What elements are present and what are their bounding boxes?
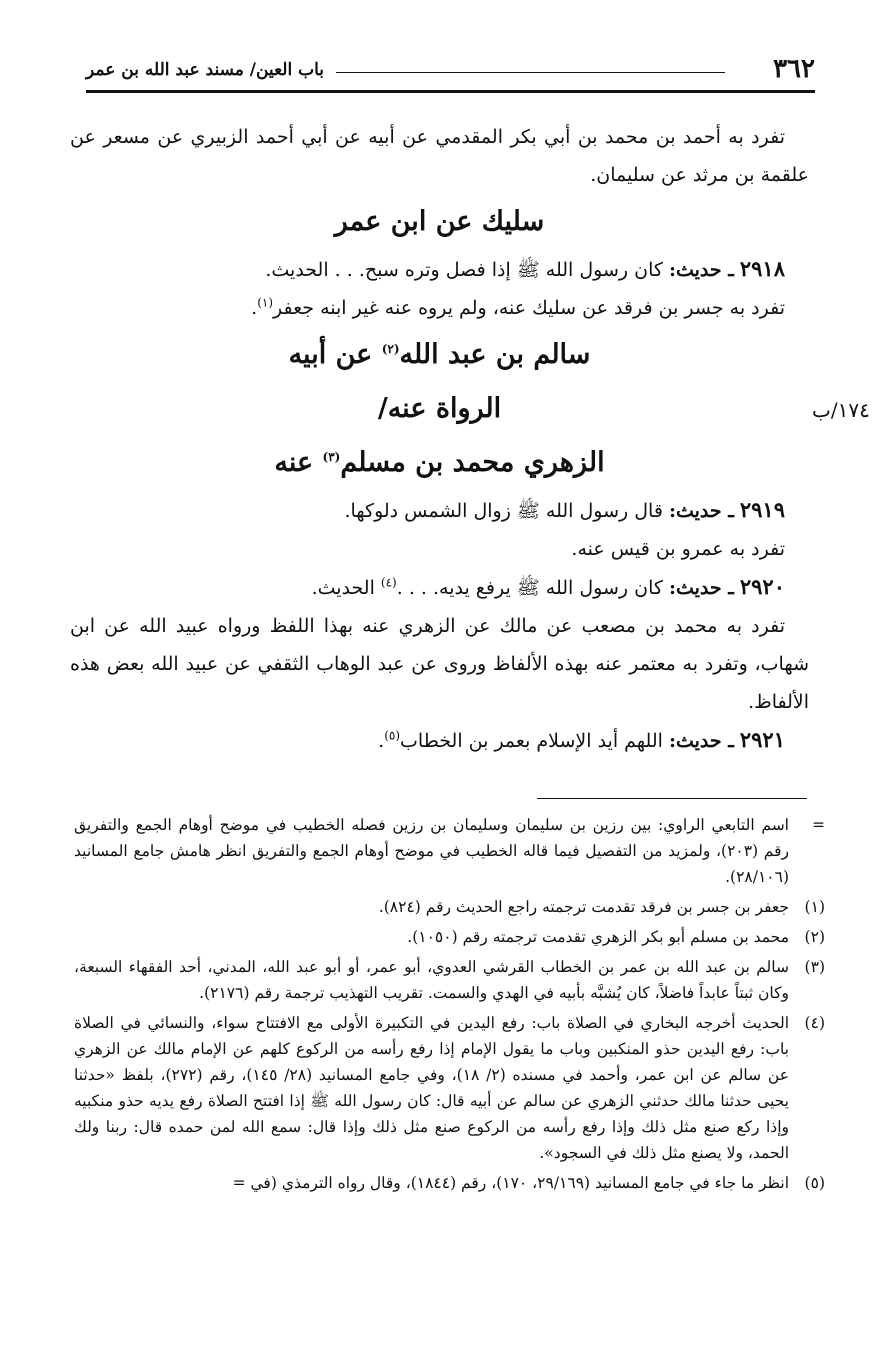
note-end: . (251, 297, 258, 319)
hadith-number: ٢٩٢٠ (739, 574, 785, 599)
heading-text: الزهري محمد بن مسلم (340, 447, 605, 478)
footnote-3 (74, 954, 825, 1006)
footnote-mark: (٣) (804, 958, 825, 976)
footnote-ref-5: (٥) (384, 728, 401, 743)
hadith-label: ـ حديث: (668, 500, 734, 522)
hadith-text: اللهم أيد الإسلام بعمر بن الخطاب (400, 730, 663, 752)
note-text: تفرد به جسر بن فرقد عن سليك عنه، ولم يروه عنه غير ابنه جعفر (273, 297, 785, 319)
footnote-text: سالم بن عبد الله بن عمر بن الخطاب القرشي العدوي، أبو عمر، أو أبو عبد الله، المدني، أحد الفقهاء السبعة، وكان ثبتاً عابداً فاضلاً، كان يُشبَّه بأبيه في الهدي والسمت. تقريب التهذيب ترجمة رقم (٢١٧٦). (74, 958, 789, 1002)
hadith-2918 (70, 250, 809, 289)
footnote-ref-2: (٢) (381, 342, 400, 356)
running-title: باب العين/ مسند عبد الله بن عمر (86, 60, 324, 80)
hadith-text: كان رسول الله ﷺ يرفع يديه. . . . (396, 577, 663, 599)
hadith-text: قال رسول الله ﷺ زوال الشمس دلوكها. (344, 500, 663, 522)
section-heading-sulayk: سليك عن ابن عمر (334, 206, 545, 237)
hadith-number: ٢٩٢١ (739, 727, 785, 752)
hadith-2920 (70, 568, 809, 607)
heading-text: عن أبيه (288, 339, 373, 370)
footnote-continued (74, 812, 825, 890)
footnote-text: اسم التابعي الراوي: بين رزين بن سليمان وسليمان بن رزين فصله الخطيب في موضح أوهام الجمع والتفريق رقم (٢٠٣)، ولمزيد من التفصيل فيما قاله الخطيب في موضح أوهام الجمع والتفريق انظر هامش جامع المسانيد (٢٨/١٠٦). (74, 816, 790, 886)
hadith-2921 (70, 721, 809, 760)
hadith-2919 (70, 491, 809, 530)
footnote-4 (74, 1010, 825, 1166)
footnote-ref-1: (١) (257, 295, 274, 310)
hadith-end: . (378, 730, 385, 752)
margin-folio-note: ١٧٤/ب (812, 398, 870, 422)
page-header (86, 52, 815, 92)
hadith-2918-note (70, 289, 809, 327)
hadith-2920-note: تفرد به محمد بن مصعب عن مالك عن الزهري عنه بهذا اللفظ ورواه عبيد الله عن ابن شهاب، وتفرد به معتمر عنه بهذه الألفاظ وروى عن عبد الوهاب الثقفي عن عبيد الله بعض هذه الألفاظ. (70, 615, 809, 713)
main-text (70, 118, 809, 760)
page-number: ٣٦٢ (773, 54, 815, 84)
hadith-text: كان رسول الله ﷺ إذا فصل وتره سبح. . . الحديث. (265, 259, 663, 281)
hadith-label: ـ حديث: (668, 730, 734, 752)
footnote-continuation-mark: = (232, 1174, 246, 1192)
footnote-mark: (٥) (804, 1174, 825, 1192)
footnote-mark: (٢) (804, 928, 825, 946)
hadith-number: ٢٩١٩ (739, 497, 785, 522)
footnote-2 (74, 924, 825, 950)
hadith-2919-note: تفرد به عمرو بن قيس عنه. (571, 538, 785, 560)
header-rule (86, 90, 815, 93)
heading-text: عنه (274, 447, 314, 478)
section-heading-narrators: الرواة عنه/ (377, 393, 502, 424)
footnote-mark: = (812, 816, 825, 834)
footnote-ref-3: (٣) (322, 450, 341, 464)
footnote-mark: (١) (804, 898, 825, 916)
footnote-text: انظر ما جاء في جامع المسانيد (٢٩/١٦٩، ١٧٠)، رقم (١٨٤٤)، وقال رواه الترمذي (في (250, 1174, 789, 1192)
hadith-text-end: الحديث. (311, 577, 375, 599)
hadith-number: ٢٩١٨ (739, 256, 785, 281)
footnote-mark: (٤) (804, 1014, 825, 1032)
heading-text: سالم بن عبد الله (399, 339, 591, 370)
footnote-5 (74, 1170, 825, 1196)
hadith-label: ـ حديث: (668, 259, 734, 281)
intro-paragraph: تفرد به أحمد بن محمد بن أبي بكر المقدمي عن أبيه عن أبي أحمد الزبيري عن مسعر عن علقمة بن مرثد عن سليمان. (70, 126, 809, 186)
header-thin-rule (336, 72, 725, 73)
section-heading-zuhri (70, 437, 809, 489)
footnote-1 (74, 894, 825, 920)
footnote-separator (537, 798, 807, 799)
footnotes (74, 812, 825, 1200)
hadith-label: ـ حديث: (668, 577, 734, 599)
footnote-ref-4: (٤) (380, 575, 397, 590)
footnote-text: محمد بن مسلم أبو بكر الزهري تقدمت ترجمته رقم (١٠٥٠). (407, 928, 789, 946)
section-heading-salim (70, 329, 809, 381)
footnote-text: الحديث أخرجه البخاري في الصلاة باب: رفع اليدين في التكبيرة الأولى مع الافتتاح سواء، والنسائي في الصلاة باب: رفع اليدين حذو المنكبين وباب ما يقول الإمام إذا رفع رأسه من الركوع كلهم عن الإمام مالك عن الزهري عن سالم عن ابن عمر، وأحمد في مسنده (٢/ ١٨)، وفي جامع المسانيد (٢٨/ ١٤٥)، رقم (٢٧٢)، بلفظ «حدثنا يحيى حدثنا مالك حدثني الزهري عن سالم عن أبيه قال: كان رسول الله ﷺ إذا افتتح الصلاة رفع يديه حذو منكبيه وإذا ركع صنع مثل ذلك وإذا رفع رأسه من الركوع صنع مثل ذلك وإذا قال: سمع الله لمن حمده قال: ربنا ولك الحمد، ولا يصنع مثل ذلك في السجود». (74, 1014, 789, 1162)
footnote-text: جعفر بن جسر بن فرقد تقدمت ترجمته راجع الحديث رقم (٨٢٤). (378, 898, 789, 916)
